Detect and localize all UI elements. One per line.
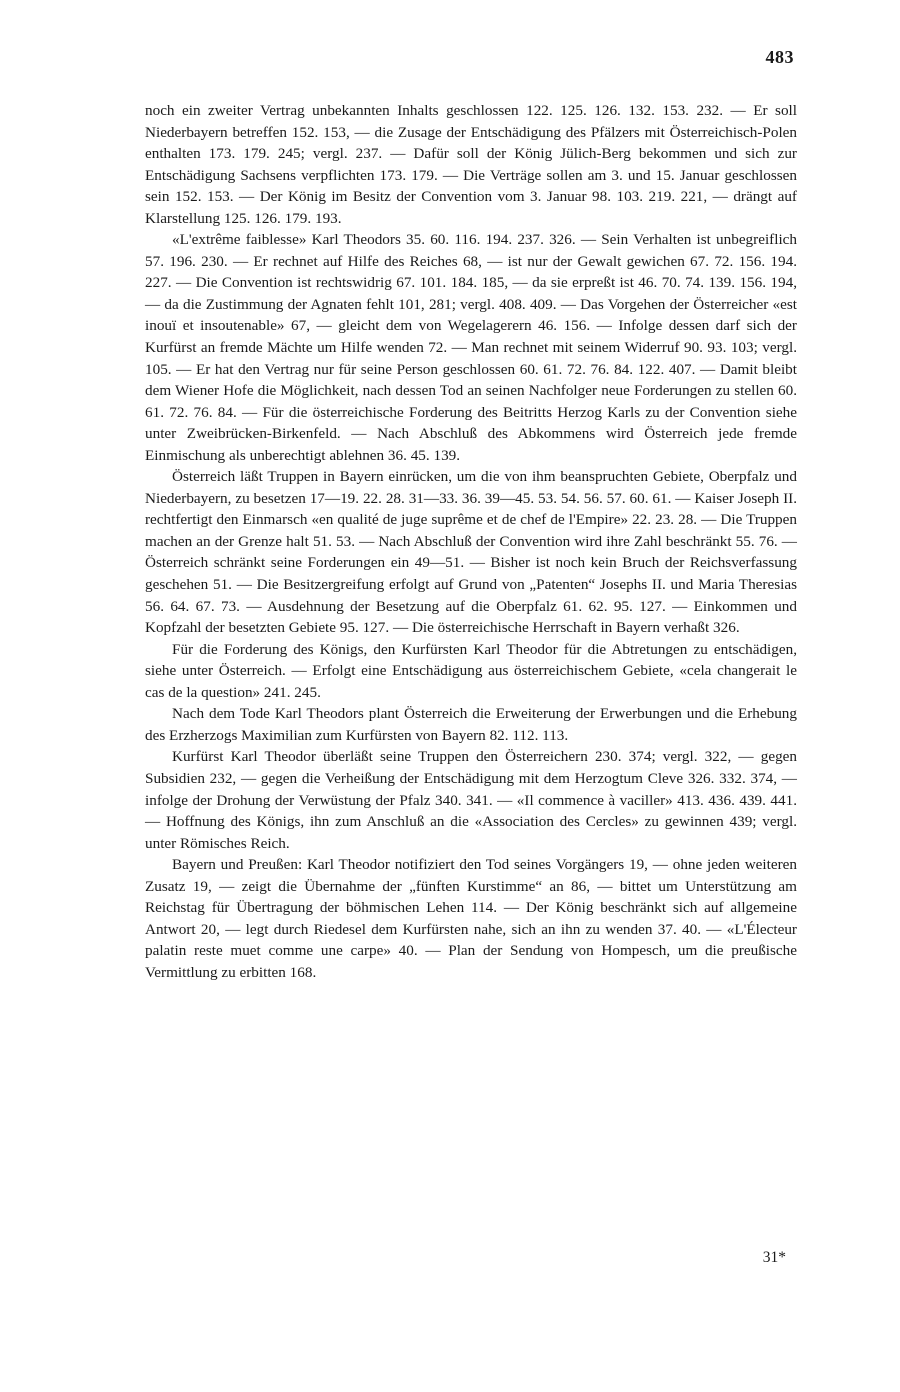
index-paragraph: Nach dem Tode Karl Theodors plant Österreich die Erweiterung der Erwerbungen und die Erhebung des Erzherzogs Maximilian zum Kurfürsten von Bayern 82. 112. 113. bbox=[145, 705, 797, 744]
index-paragraph: «L'extrême faiblesse» Karl Theodors 35. 60. 116. 194. 237. 326. — Sein Verhalten ist unbegreiflich 57. 196. 230. — Er rechnet auf Hilfe des Reiches 68, — ist nur der Gewalt gewichen 67. 72. 156. 194. 227. — Die Convention ist rechtswidrig 67. 101. 184. 185, — da sie erpreßt ist 46. 70. 74. 139. 156. 194, — da die Zustimmung der Agnaten fehlt 101, 281; vergl. 408. 409. — Das Vorgehen der Österreicher «est inouï et insoutenable» 67, — gleicht dem von Wegelagerern 46. 156. — Infolge dessen darf sich der Kurfürst an fremde Mächte um Hilfe wenden 72. — Man rechnet mit seinem Widerruf 90. 93. 103; vergl. 105. — Er hat den Vertrag nur für seine Person geschlossen 60. 61. 72. 76. 84. 122. 407. — Damit bleibt dem Wiener Hofe die Möglichkeit, nach dessen Tod an seinen Nachfolger neue Forderungen zu stellen 60. 61. 72. 76. 84. — Für die österreichische Forderung des Beitritts Herzog Karls zu der Convention siehe unter Zweibrücken-Birkenfeld. — Nach Abschluß des Abkommens wird Österreich jede fremde Einmischung als unberechtigt ablehnen 36. 45. 139. bbox=[145, 231, 797, 464]
index-paragraph: Für die Forderung des Königs, den Kurfürsten Karl Theodor für die Abtretungen zu entschädigen, siehe unter Österreich. — Erfolgt eine Entschädigung aus österreichischem Gebiete, «cela changerait le cas de la question» 241. 245. bbox=[145, 640, 797, 701]
page-number: 483 bbox=[765, 47, 794, 67]
index-paragraph: noch ein zweiter Vertrag unbekannten Inhalts geschlossen 122. 125. 126. 132. 153. 232. — Er soll Niederbayern betreffen 152. 153, — die Zusage der Entschädigung des Pfälzers mit Österreichisch-Polen enthalten 173. 179. 245; vergl. 237. — Dafür soll der König Jülich-Berg bekommen und sich zur Entschädigung Sachsens verpflichten 173. 179. — Die Verträge sollen am 3. und 15. Januar geschlossen sein 152. 153. — Der König im Besitz der Convention vom 3. Januar 98. 103. 219. 221, — drängt auf Klarstellung 125. 126. 179. 193. bbox=[145, 102, 797, 227]
index-paragraph: Kurfürst Karl Theodor überläßt seine Truppen den Österreichern 230. 374; vergl. 322, — gegen Subsidien 232, — gegen die Verheißung der Entschädigung mit dem Herzogtum Cleve 326. 332. 374, — infolge der Drohung der Verwüstung der Pfalz 340. 341. — «Il commence à vaciller» 413. 436. 439. 441. — Hoffnung des Königs, ihn zum Anschluß an die «Association des Cercles» zu gewinnen 439; vergl. unter Römisches Reich. bbox=[145, 748, 797, 852]
index-paragraph: Österreich läßt Truppen in Bayern einrücken, um die von ihm beanspruchten Gebiete, Oberpfalz und Niederbayern, zu besetzen 17—19. 22. 28. 31—33. 36. 39—45. 53. 54. 56. 57. 60. 61. — Kaiser Joseph II. rechtfertigt den Einmarsch «en qualité de juge suprême et de chef de l'Empire» 22. 23. 28. — Die Truppen machen an der Grenze halt 51. 53. — Nach Abschluß der Convention wird ihre Zahl beschränkt 55. 76. — Österreich schränkt seine Forderungen ein 49—51. — Bisher ist noch kein Bruch der Reichsverfassung geschehen 51. — Die Besitzergreifung erfolgt auf Grund von „Patenten“ Josephs II. und Maria Theresias 56. 64. 67. 73. — Ausdehnung der Besetzung auf die Oberpfalz 61. 62. 95. 127. — Einkommen und Kopfzahl der besetzten Gebiete 95. 127. — Die österreichische Herrschaft in Bayern verhaßt 326. bbox=[145, 468, 797, 637]
index-text-block bbox=[145, 100, 797, 983]
printer-signature: 31* bbox=[762, 1249, 786, 1266]
index-paragraph: Bayern und Preußen: Karl Theodor notifiziert den Tod seines Vorgängers 19, — ohne jeden weiteren Zusatz 19, — zeigt die Übernahme der „fünften Kurstimme“ an 86, — bittet um Unterstützung am Reichstag für Übertragung der böhmischen Lehen 114. — Der König beschränkt sich auf allgemeine Antwort 20, — legt durch Riedesel dem Kurfürsten nahe, sich an ihn zu wenden 37. 40. — «L'Électeur palatin reste muet comme une carpe» 40. — Plan der Sendung von Hompesch, um die preußische Vermittlung zu erbitten 168. bbox=[145, 856, 797, 981]
